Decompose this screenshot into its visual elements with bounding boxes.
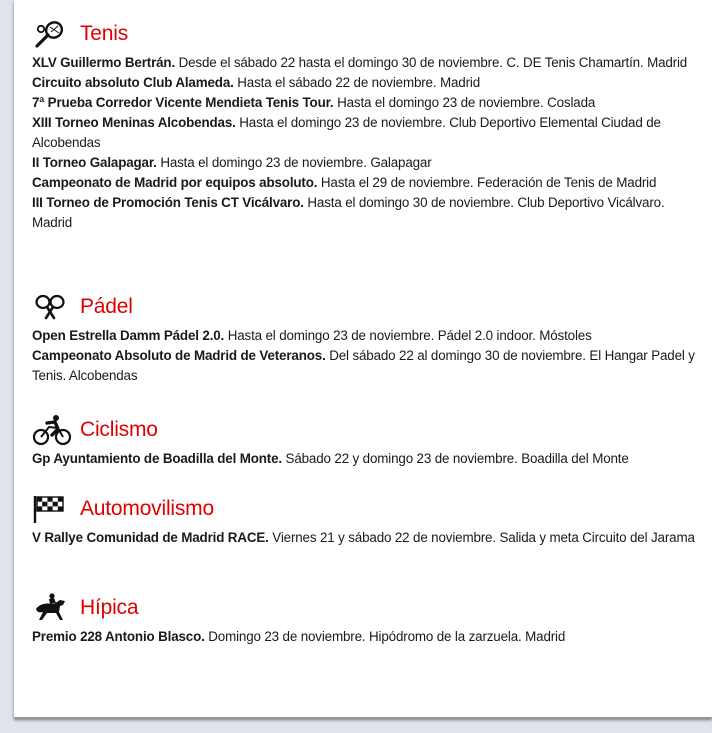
event-list: [32, 528, 700, 548]
event-detail: Viernes 21 y sábado 22 de noviembre. Salida y meta Circuito del Jarama: [268, 530, 695, 545]
content-panel: [14, 0, 712, 718]
section-header: [32, 492, 700, 526]
event-detail: Hasta el domingo 30 de noviembre. Club Deportivo Vicálvaro. Madrid: [32, 195, 665, 230]
event-item: [32, 449, 700, 469]
event-detail: Desde el sábado 22 hasta el domingo 30 de noviembre. C. DE Tenis Chamartín. Madrid: [175, 55, 688, 70]
section-title: Ciclismo: [80, 418, 158, 441]
tennis-racket-icon: [32, 18, 72, 50]
event-item: [32, 113, 700, 153]
event-item: [32, 193, 700, 233]
horse-rider-icon: [32, 592, 72, 624]
event-item: [32, 346, 700, 386]
event-name: Campeonato Absoluto de Madrid de Veteranos.: [32, 348, 326, 363]
event-detail: Hasta el domingo 23 de noviembre. Club Deportivo Elemental Ciudad de Alcobendas: [32, 115, 661, 150]
section-title: Tenis: [80, 22, 129, 45]
event-detail: Sábado 22 y domingo 23 de noviembre. Boadilla del Monte: [281, 451, 629, 466]
section-padel: [32, 290, 700, 386]
event-name: III Torneo de Promoción Tenis CT Vicálvaro.: [32, 195, 304, 210]
event-item: [32, 627, 700, 647]
event-detail: Hasta el domingo 23 de noviembre. Galapagar: [156, 155, 432, 170]
event-name: Campeonato de Madrid por equipos absoluto.: [32, 175, 318, 190]
event-detail: Del sábado 22 al domingo 30 de noviembre. El Hangar Padel y Tenis. Alcobendas: [32, 348, 695, 383]
section-automovilismo: [32, 492, 700, 548]
section-title: Pádel: [80, 295, 133, 318]
event-name: XIII Torneo Meninas Alcobendas.: [32, 115, 236, 130]
event-name: V Rallye Comunidad de Madrid RACE.: [32, 530, 269, 545]
event-detail: Hasta el sábado 22 de noviembre. Madrid: [233, 75, 481, 90]
event-name: 7ª Prueba Corredor Vicente Mendieta Tenis Tour.: [32, 95, 334, 110]
event-list: [32, 326, 700, 386]
section-tenis: [32, 17, 700, 233]
section-header: [32, 591, 700, 625]
cyclist-icon: [32, 414, 72, 446]
event-list: [32, 627, 700, 647]
event-name: II Torneo Galapagar.: [32, 155, 157, 170]
event-item: [32, 153, 700, 173]
event-detail: Hasta el 29 de noviembre. Federación de Tenis de Madrid: [317, 175, 657, 190]
event-item: [32, 73, 700, 93]
section-title: Automovilismo: [80, 497, 214, 520]
section-hipica: [32, 591, 700, 647]
event-list: [32, 449, 700, 469]
section-ciclismo: [32, 413, 700, 469]
padel-rackets-icon: [32, 291, 72, 323]
event-item: [32, 53, 700, 73]
event-name: Open Estrella Damm Pádel 2.0.: [32, 328, 225, 343]
checkered-flag-icon: [32, 493, 72, 525]
event-item: [32, 93, 700, 113]
event-detail: Hasta el domingo 23 de noviembre. Coslada: [333, 95, 596, 110]
section-title: Hípica: [80, 596, 139, 619]
event-name: Circuito absoluto Club Alameda.: [32, 75, 234, 90]
event-item: [32, 528, 700, 548]
event-item: [32, 173, 700, 193]
section-header: [32, 290, 700, 324]
event-name: Gp Ayuntamiento de Boadilla del Monte.: [32, 451, 282, 466]
event-detail: Hasta el domingo 23 de noviembre. Pádel 2.0 indoor. Móstoles: [224, 328, 592, 343]
section-header: [32, 17, 700, 51]
event-list: [32, 53, 700, 233]
event-name: XLV Guillermo Bertrán.: [32, 55, 176, 70]
event-name: Premio 228 Antonio Blasco.: [32, 629, 205, 644]
event-detail: Domingo 23 de noviembre. Hipódromo de la zarzuela. Madrid: [204, 629, 566, 644]
section-header: [32, 413, 700, 447]
event-item: [32, 326, 700, 346]
